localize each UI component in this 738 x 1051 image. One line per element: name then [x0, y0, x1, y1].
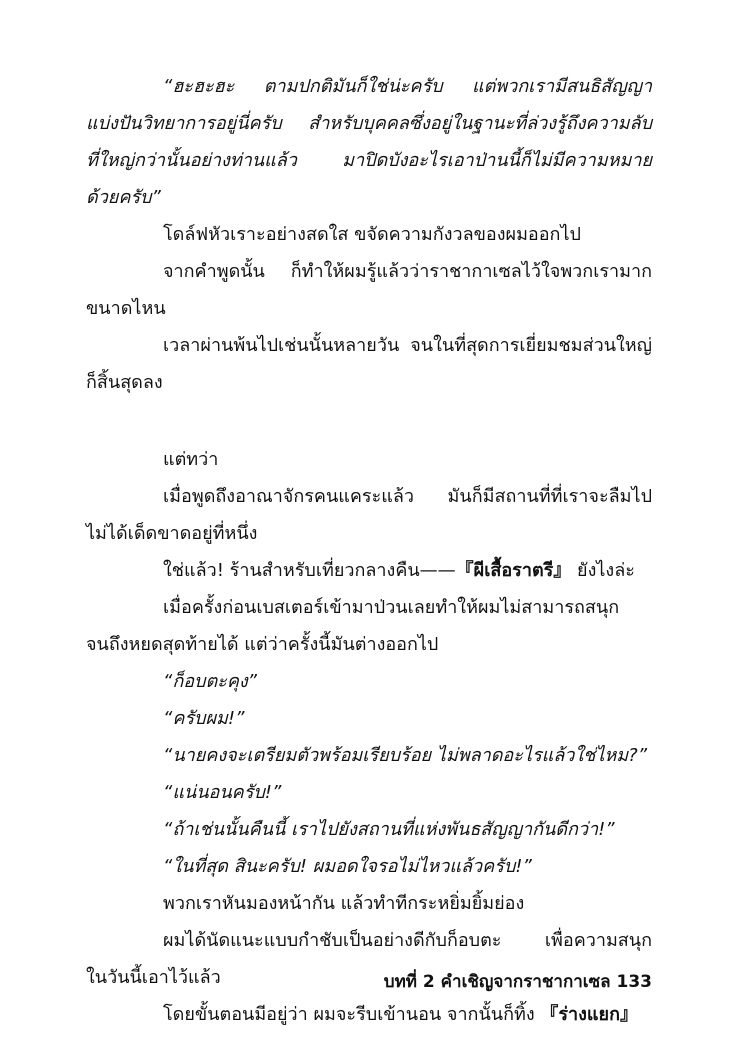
paragraph-line: เวลาผ่านพ้นไปเช่นนั้นหลายวัน จนในที่สุดการเยี่ยมชมส่วนใหญ่ — [163, 335, 652, 356]
paragraph-line: ผมได้นัดแนะแบบกำชับเป็นอย่างดีกับก็อบตะ เพื่อความสนุก — [163, 930, 652, 951]
paragraph-line: จนถึงหยดสุดท้ายได้ แต่ว่าครั้งนี้มันต่างออกไป — [86, 634, 439, 655]
paragraph-line: ขนาดไหน — [86, 298, 166, 319]
split-body-bold: 『ร่างแยก』 — [540, 1004, 638, 1025]
paragraph-line: เมื่อพูดถึงอาณาจักรคนแคระแล้ว มันก็มีสถานที่ที่เราจะลืมไป — [163, 486, 652, 507]
paragraph-line: ในวันนี้เอาไว้แล้ว — [86, 967, 221, 988]
line-text: ใช่แล้ว! ร้านสำหรับเที่ยวกลางคืน—— — [163, 560, 456, 581]
paragraph-line: แต่ทว่า — [163, 449, 219, 470]
paragraph-line: ด้วยครับ” — [86, 187, 161, 208]
dialogue-line: “ก็อบตะคุง” — [163, 671, 257, 692]
bar-name-bold: 『ผีเสื้อราตรี』 — [455, 560, 572, 581]
dialogue-line: “นายคงจะเตรียมตัวพร้อมเรียบร้อย ไม่พลาดอะไรแล้วใช่ไหม?” — [163, 745, 648, 766]
line-text: โดยขั้นตอนมีอยู่ว่า ผมจะรีบเข้านอน จากนั้นก็ทิ้ง — [163, 1004, 535, 1025]
page-footer — [384, 968, 652, 995]
chapter-title: บทที่ 2 คำเชิญจากราชากาเซล — [383, 972, 611, 992]
paragraph-line: เมื่อครั้งก่อนเบสเตอร์เข้ามาป่วนเลยทำให้ผมไม่สามารถสนุก — [163, 597, 620, 618]
paragraph-line: ไม่ได้เด็ดขาดอยู่ที่หนึ่ง — [86, 523, 258, 544]
dialogue-line: “ถ้าเช่นนั้นคืนนี้ เราไปยังสถานที่แห่งพันธสัญญากันดีกว่า!” — [163, 819, 615, 840]
paragraph-line: ที่ใหญ่กว่านั้นอย่างท่านแล้ว มาปิดบังอะไรเอาป่านนี้ก็ไม่มีความหมาย — [86, 150, 652, 171]
dialogue-line: “แน่นอนครับ!” — [163, 782, 282, 803]
paragraph-line — [163, 556, 635, 586]
line-text: ยังไงล่ะ — [577, 560, 635, 581]
paragraph-line: จากคำพูดนั้น ก็ทำให้ผมรู้แล้วว่าราชากาเซลไว้ใจพวกเรามาก — [163, 261, 652, 282]
paragraph-line: ก็สิ้นสุดลง — [86, 372, 163, 393]
page-number: 133 — [616, 972, 652, 992]
dialogue-line: “ครับผม!” — [163, 708, 245, 729]
paragraph-line: “ฮะฮะฮะ ตามปกติมันก็ใช่น่ะครับ แต่พวกเรามีสนธิสัญญา — [163, 76, 652, 97]
paragraph-line: โดล์ฟหัวเราะอย่างสดใส ขจัดความกังวลของผมออกไป — [163, 224, 581, 245]
document-page — [86, 72, 652, 1032]
paragraph-line — [163, 1000, 638, 1030]
dialogue-line: “ในที่สุด สินะครับ! ผมอดใจรอไม่ไหวแล้วครับ!” — [163, 856, 532, 877]
paragraph-line: พวกเราหันมองหน้ากัน แล้วทำทีกระหยิ่มยิ้มย่อง — [163, 893, 525, 914]
paragraph-line: แบ่งปันวิทยาการอยู่นี่ครับ สำหรับบุคคลซึ่งอยู่ในฐานะที่ล่วงรู้ถึงความลับ — [86, 113, 652, 134]
